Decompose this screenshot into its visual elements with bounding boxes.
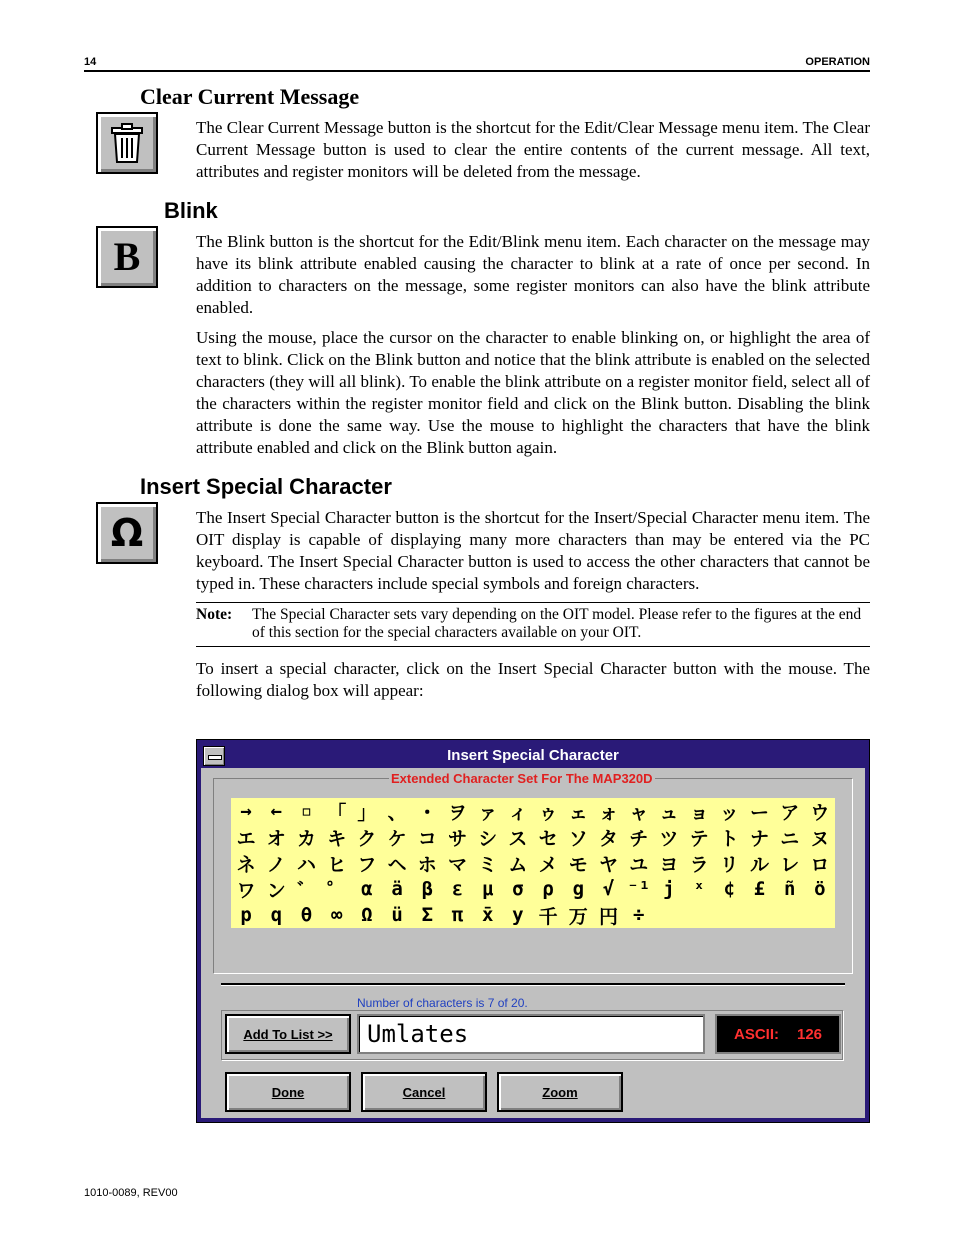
character-cell[interactable]: √: [602, 878, 615, 900]
character-cell[interactable]: 「: [327, 801, 347, 824]
character-cell[interactable]: ク: [357, 827, 377, 850]
header-rule: [84, 70, 870, 72]
character-cell[interactable]: モ: [568, 853, 588, 876]
ascii-label: ASCII:: [733, 1025, 779, 1043]
character-cell[interactable]: ホ: [417, 853, 437, 876]
character-cell[interactable]: 万: [568, 905, 588, 928]
blink-button: [96, 226, 158, 288]
character-cell[interactable]: y: [512, 904, 524, 926]
character-cell[interactable]: ρ: [542, 878, 554, 900]
character-cell[interactable]: g: [572, 878, 585, 900]
done-button[interactable]: Done: [225, 1072, 351, 1112]
character-cell[interactable]: ¢: [723, 878, 736, 900]
zoom-button[interactable]: Zoom: [497, 1072, 623, 1112]
ascii-display: [715, 1014, 841, 1054]
character-cell[interactable]: ヒ: [327, 853, 347, 876]
character-cell[interactable]: ル: [749, 853, 769, 876]
character-cell[interactable]: テ: [689, 827, 709, 850]
document-id: 1010-0089, REV00: [84, 1187, 178, 1199]
character-cell[interactable]: ス: [508, 827, 528, 850]
character-cell[interactable]: ョ: [689, 801, 709, 824]
character-cell[interactable]: £: [753, 878, 766, 900]
character-cell[interactable]: ñ: [783, 878, 796, 900]
character-cell[interactable]: カ: [296, 827, 316, 850]
character-cell[interactable]: ユ: [629, 853, 649, 876]
character-cell[interactable]: ▫: [300, 800, 313, 822]
character-cell[interactable]: Σ: [421, 904, 434, 926]
note-top-rule: [196, 602, 870, 603]
character-cell[interactable]: ィ: [508, 801, 528, 824]
insert-special-character-dialog: [196, 739, 870, 1123]
add-to-list-button[interactable]: Add To List >>: [225, 1014, 351, 1054]
character-cell[interactable]: ャ: [629, 801, 649, 824]
character-cell[interactable]: ゜: [327, 879, 347, 902]
character-cell[interactable]: ゥ: [538, 801, 558, 824]
character-cell[interactable]: 円: [598, 905, 618, 928]
character-cell[interactable]: ゛: [296, 879, 316, 902]
character-cell[interactable]: ε: [451, 878, 464, 900]
character-cell[interactable]: α: [361, 878, 373, 900]
character-cell[interactable]: ォ: [598, 801, 618, 824]
dialog-divider: [221, 983, 845, 986]
character-cell[interactable]: μ: [481, 878, 494, 900]
character-cell[interactable]: ト: [719, 827, 739, 850]
character-cell[interactable]: ü: [391, 904, 403, 926]
character-cell[interactable]: ヲ: [447, 801, 467, 824]
blink-paragraph-2: Using the mouse, place the cursor on the character to enable blinking on, or highlight the area of text to blink. Click on the Blink button and notice that the blink attribute is enabled on the selected characters (they will all blink). To enable the blink attribute on a register monitor field, select all of the characters within the register monitor field and click on the Blink button. Disabling the blink attribute is done the same way. Use the mouse to highlight the characters that have the blink attribute enabled and click on the Blink button again.: [196, 328, 870, 457]
character-cell[interactable]: サ: [447, 827, 467, 850]
character-cell[interactable]: ∞: [330, 904, 343, 926]
trash-can-icon: [108, 122, 146, 164]
character-cell[interactable]: ニ: [780, 827, 800, 850]
character-cell[interactable]: θ: [300, 904, 313, 926]
character-cell[interactable]: ・: [417, 801, 437, 824]
special-character-button: [96, 502, 158, 564]
clear-message-button: [96, 112, 158, 174]
character-cell[interactable]: オ: [266, 827, 286, 850]
special-paragraph-1: The Insert Special Character button is the shortcut for the Insert/Special Character menu item. The OIT display is capable of displaying many more characters than may be entered via the PC keyboard. The Insert Special Character button is used to access the other characters that cannot be typed in. These characters include special symbols and foreign characters.: [196, 508, 870, 593]
character-cell[interactable]: ノ: [266, 853, 286, 876]
character-cell[interactable]: シ: [478, 827, 498, 850]
character-text-field[interactable]: Umlates: [357, 1014, 705, 1054]
blink-b-icon: B: [113, 234, 141, 279]
blink-heading: Blink: [164, 198, 218, 223]
clear-heading: Clear Current Message: [140, 84, 360, 109]
character-cell[interactable]: ö: [814, 878, 826, 900]
character-cell[interactable]: ä: [391, 878, 403, 900]
special-heading: Insert Special Character: [140, 474, 392, 499]
character-cell[interactable]: キ: [327, 827, 347, 850]
character-cell[interactable]: ラ: [689, 853, 709, 876]
character-cell[interactable]: σ: [512, 878, 524, 900]
character-cell[interactable]: ˣ: [693, 878, 705, 900]
character-cell[interactable]: フ: [357, 853, 377, 876]
cancel-button[interactable]: Cancel: [361, 1072, 487, 1112]
character-cell[interactable]: ケ: [387, 827, 407, 850]
note-bottom-rule: [196, 646, 870, 647]
note-text: The Special Character sets vary depending on the OIT model. Please refer to the figures at the end of this section for the special characters available on your OIT.: [252, 606, 862, 641]
character-cell[interactable]: ッ: [719, 801, 739, 824]
character-cell[interactable]: p: [240, 904, 252, 926]
character-cell[interactable]: ン: [266, 879, 286, 902]
blink-paragraph-1: The Blink button is the shortcut for the Edit/Blink menu item. Each character on the message may have its blink attribute enabled causing the character to blink at a rate of once per second. In addition to characters on the message, some register monitors can also have the blink attribute enabled.: [196, 232, 870, 317]
character-cell[interactable]: q: [270, 904, 283, 926]
character-cell[interactable]: ウ: [810, 801, 830, 824]
character-cell[interactable]: ⁻¹: [627, 878, 651, 900]
character-cell[interactable]: ヤ: [598, 853, 618, 876]
character-cell[interactable]: ー: [749, 801, 769, 824]
character-cell[interactable]: β: [421, 878, 434, 900]
section-title: OPERATION: [805, 56, 870, 68]
character-cell[interactable]: ←: [270, 800, 283, 822]
character-cell[interactable]: j: [663, 878, 675, 900]
omega-icon: Ω: [110, 511, 144, 555]
special-paragraph-2: To insert a special character, click on the Insert Special Character button with the mouse. The following dialog box will appear:: [196, 659, 870, 700]
character-cell[interactable]: ハ: [296, 853, 316, 876]
ascii-value: 126: [796, 1025, 823, 1043]
character-cell[interactable]: ェ: [568, 801, 588, 824]
character-grid: [231, 798, 835, 928]
character-cell[interactable]: ソ: [568, 827, 588, 850]
character-cell[interactable]: リ: [719, 853, 739, 876]
character-cell[interactable]: →: [240, 800, 252, 822]
character-cell[interactable]: エ: [236, 827, 256, 850]
character-cell[interactable]: ヌ: [810, 827, 830, 850]
character-cell[interactable]: Ω: [361, 904, 373, 926]
character-cell[interactable]: 千: [538, 905, 558, 928]
dialog-title: Insert Special Character: [447, 747, 619, 764]
character-cell[interactable]: ミ: [478, 853, 498, 876]
character-cell[interactable]: 、: [387, 801, 407, 824]
note-label: Note:: [196, 606, 233, 623]
character-cell[interactable]: タ: [598, 827, 618, 850]
character-cell[interactable]: マ: [447, 853, 467, 876]
character-cell[interactable]: メ: [538, 853, 558, 876]
character-cell[interactable]: セ: [538, 827, 558, 850]
dialog-title-bar: [201, 744, 865, 768]
character-cell[interactable]: ÷: [632, 904, 645, 926]
character-cell[interactable]: ネ: [236, 853, 256, 876]
character-cell[interactable]: ワ: [236, 879, 256, 902]
clear-paragraph: The Clear Current Message button is the shortcut for the Edit/Clear Message menu item. The Clear Current Message button is used to clear the entire contents of the current message. All text, attributes and register monitors will be deleted from the message.: [196, 118, 870, 181]
character-cell[interactable]: ヨ: [659, 853, 679, 876]
character-cell[interactable]: ュ: [659, 801, 679, 824]
character-cell[interactable]: ロ: [810, 853, 830, 876]
character-cell[interactable]: チ: [629, 827, 649, 850]
character-cell[interactable]: ア: [780, 801, 800, 824]
character-count: Number of characters is 7 of 20.: [357, 996, 528, 1010]
character-cell[interactable]: x̄: [481, 904, 494, 926]
character-cell[interactable]: ナ: [749, 827, 769, 850]
character-cell[interactable]: レ: [780, 853, 800, 876]
character-cell[interactable]: ヘ: [387, 853, 407, 876]
character-cell[interactable]: ム: [508, 853, 528, 876]
page-number: 14: [84, 56, 97, 68]
character-cell[interactable]: コ: [417, 827, 437, 850]
character-cell[interactable]: π: [451, 904, 464, 926]
character-cell[interactable]: 」: [357, 801, 377, 824]
character-set-label: Extended Character Set For The MAP320D: [391, 771, 653, 786]
character-cell[interactable]: ツ: [659, 827, 679, 850]
character-cell[interactable]: ァ: [478, 801, 498, 824]
